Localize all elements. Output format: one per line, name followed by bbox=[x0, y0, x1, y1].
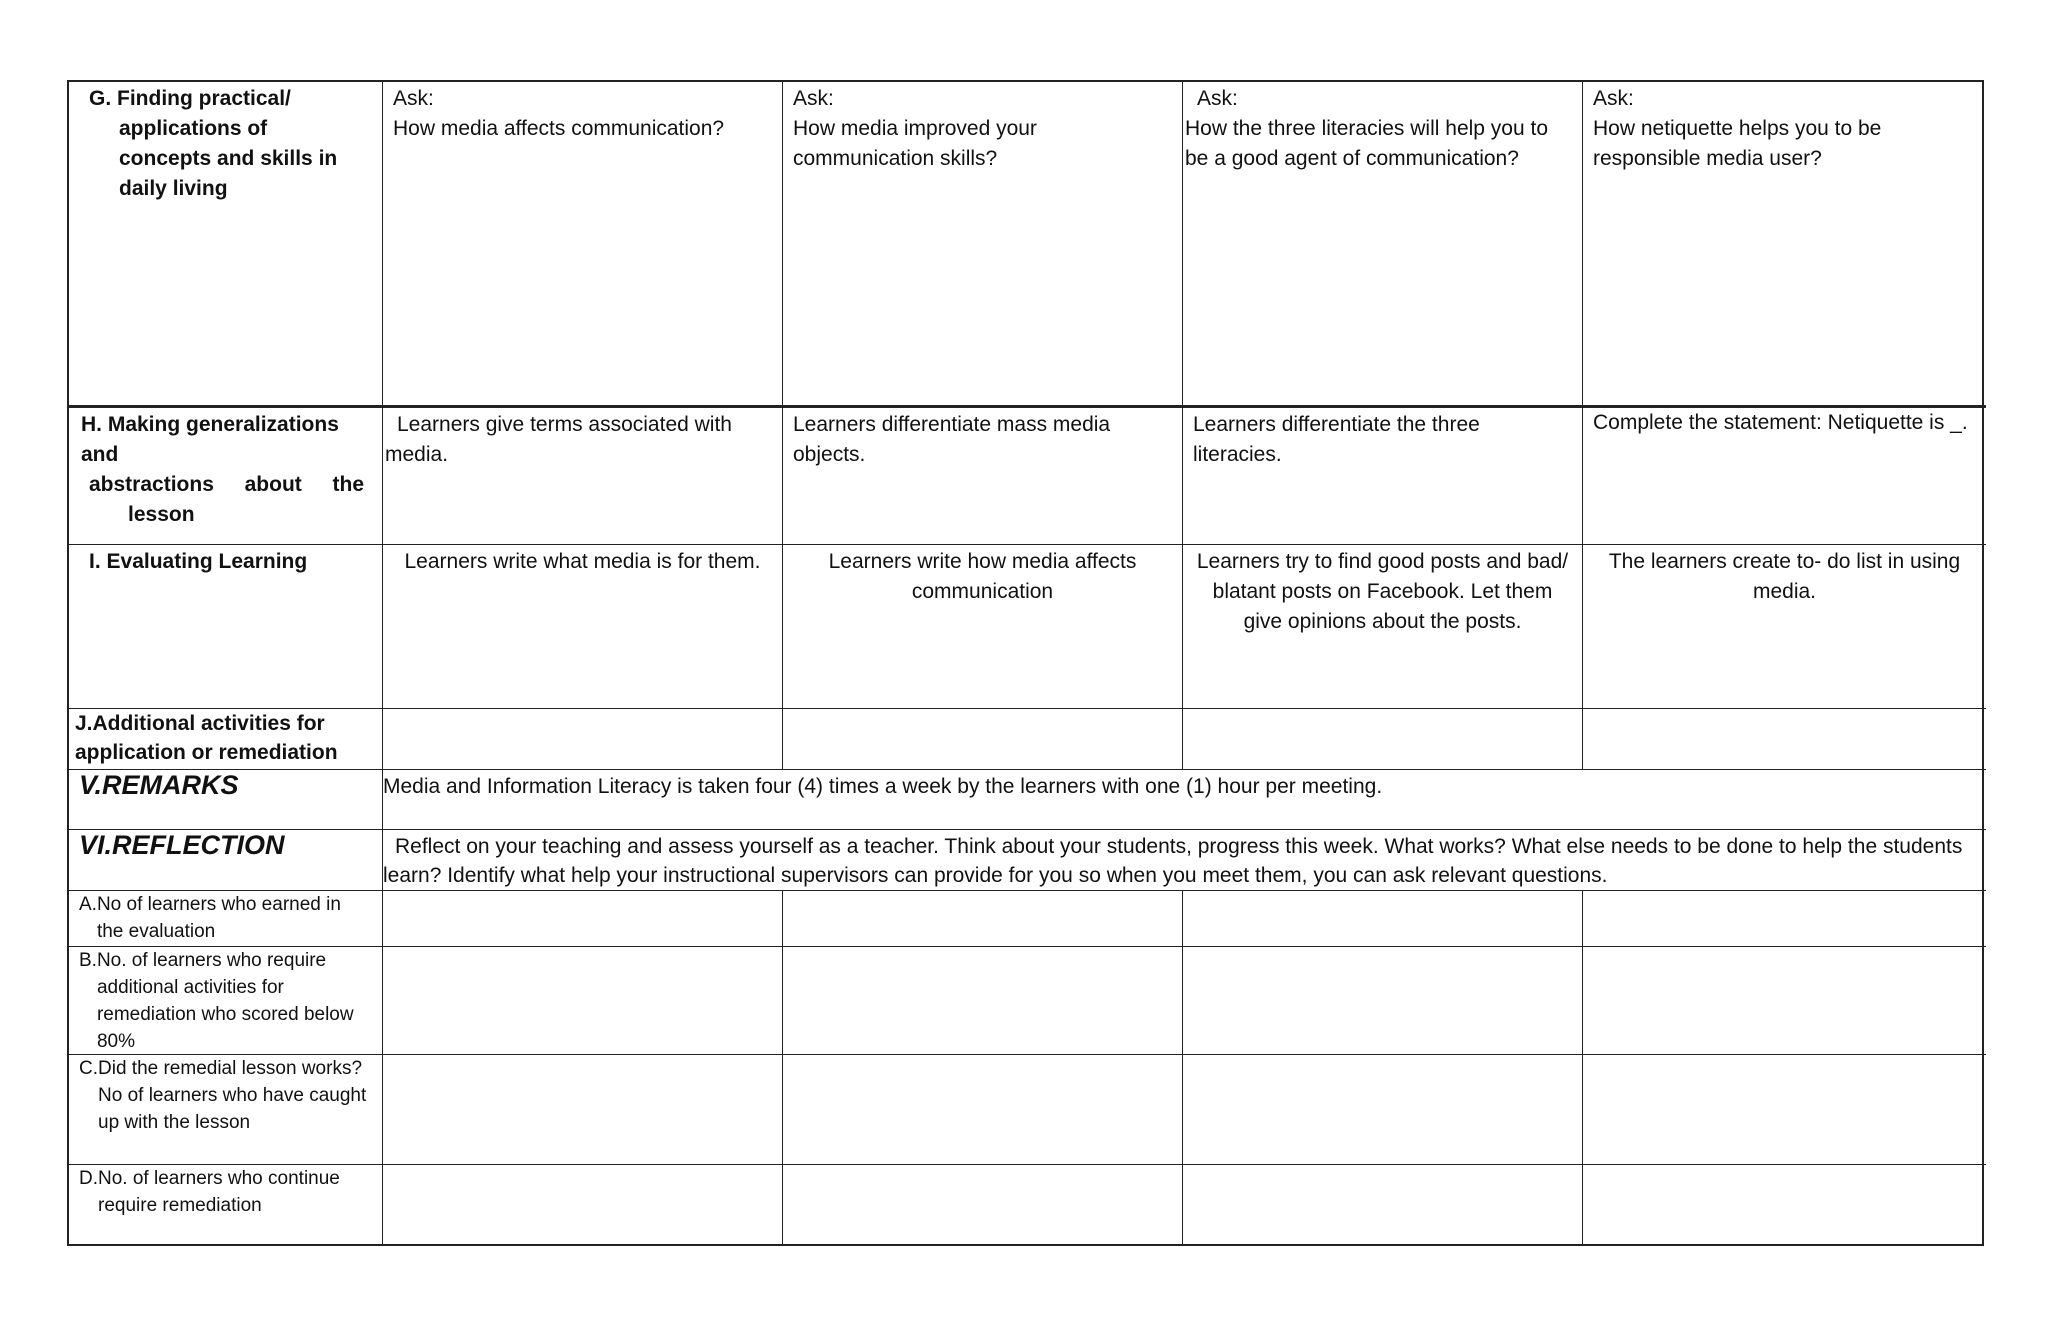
list-item bbox=[69, 1165, 372, 1219]
remarks-label: V.REMARKS bbox=[69, 770, 383, 830]
ask-question: How the three literacies will help you to be a good agent of communication? bbox=[1185, 117, 1549, 170]
item-text: No. of learners who require additional activities for remediation who scored below 80% bbox=[96, 950, 354, 1052]
label-word: the bbox=[332, 473, 364, 496]
reflection-label: VI.REFLECTION bbox=[69, 830, 383, 891]
cell-a-day3 bbox=[1183, 891, 1583, 947]
cell-i-day4 bbox=[1583, 545, 1986, 709]
cell-g-day3 bbox=[1183, 82, 1583, 408]
cell-i-day1 bbox=[383, 545, 783, 709]
label-line: applications of bbox=[119, 117, 268, 140]
label-line: I. Evaluating Learning bbox=[89, 550, 308, 573]
ask-label: Ask: bbox=[1197, 87, 1238, 110]
cell-text: Learners try to find good posts and bad/ blatant posts on Facebook. Let them give opinions about the posts. bbox=[1196, 550, 1569, 633]
cell-j-day3 bbox=[1183, 709, 1583, 770]
label-word: abstractions bbox=[89, 473, 214, 496]
label-word: about bbox=[244, 473, 302, 496]
cell-d-day3 bbox=[1183, 1165, 1583, 1246]
cell-h-day3 bbox=[1183, 408, 1583, 545]
label-line: daily living bbox=[119, 177, 228, 200]
cell-text: Complete the statement: Netiquette is _. bbox=[1593, 411, 1968, 434]
cell-text: Learners differentiate the three literacies. bbox=[1193, 413, 1480, 466]
cell-a-day4 bbox=[1583, 891, 1986, 947]
cell-g-day1 bbox=[383, 82, 783, 408]
row-label-j bbox=[69, 709, 383, 770]
ask-question: How netiquette helps you to be responsible media user? bbox=[1593, 117, 1882, 170]
ask-label: Ask: bbox=[393, 87, 434, 110]
list-item bbox=[69, 1055, 372, 1136]
cell-c-day4 bbox=[1583, 1055, 1986, 1165]
label-line bbox=[81, 470, 364, 500]
list-item bbox=[69, 947, 372, 1055]
cell-i-day2 bbox=[783, 545, 1183, 709]
cell-g-day4 bbox=[1583, 82, 1986, 408]
label-line: and bbox=[81, 443, 119, 466]
list-item bbox=[69, 891, 372, 945]
remarks-text: Media and Information Literacy is taken four (4) times a week by the learners with one (1) hour per meeting. bbox=[383, 770, 1986, 830]
ask-question: How media improved your communication skills? bbox=[793, 117, 1037, 170]
row-label-d bbox=[69, 1165, 383, 1246]
row-label-i bbox=[69, 545, 383, 709]
reflection-text: Reflect on your teaching and assess yourself as a teacher. Think about your students, progress this week. What works? What else needs to be done to help the students learn? Identify what help your instructional supervisors can provide for you so when you meet them, you can ask relevant questions. bbox=[383, 830, 1986, 891]
ask-question: How media affects communication? bbox=[393, 117, 725, 140]
item-text: No of learners who earned in the evaluation bbox=[96, 894, 341, 942]
cell-j-day2 bbox=[783, 709, 1183, 770]
cell-text: Learners write what media is for them. bbox=[404, 550, 761, 573]
cell-j-day1 bbox=[383, 709, 783, 770]
item-text: Did the remedial lesson works? No of learners who have caught up with the lesson bbox=[98, 1058, 367, 1133]
item-letter: D. bbox=[79, 1168, 98, 1189]
cell-b-day3 bbox=[1183, 947, 1583, 1055]
cell-d-day2 bbox=[783, 1165, 1183, 1246]
cell-j-day4 bbox=[1583, 709, 1986, 770]
cell-b-day1 bbox=[383, 947, 783, 1055]
cell-text: Learners write how media affects communication bbox=[828, 550, 1137, 603]
label-line: H. Making generalizations bbox=[81, 413, 339, 436]
label-line: G. Finding practical/ bbox=[89, 87, 291, 110]
ask-label: Ask: bbox=[1593, 87, 1634, 110]
cell-c-day2 bbox=[783, 1055, 1183, 1165]
cell-b-day4 bbox=[1583, 947, 1986, 1055]
cell-c-day3 bbox=[1183, 1055, 1583, 1165]
cell-a-day2 bbox=[783, 891, 1183, 947]
lesson-plan-table bbox=[67, 80, 1984, 1246]
cell-h-day4 bbox=[1583, 408, 1986, 545]
item-letter: C. bbox=[79, 1058, 98, 1079]
row-label-h bbox=[69, 408, 383, 545]
item-text: No. of learners who continue require remediation bbox=[98, 1168, 340, 1216]
cell-text: Learners differentiate mass media objects. bbox=[793, 413, 1111, 466]
cell-h-day1 bbox=[383, 408, 783, 545]
cell-c-day1 bbox=[383, 1055, 783, 1165]
row-label-g bbox=[69, 82, 383, 408]
item-letter: B. bbox=[79, 950, 97, 971]
label-line: lesson bbox=[128, 503, 195, 526]
cell-b-day2 bbox=[783, 947, 1183, 1055]
label-line: J.Additional activities for application or remediation bbox=[75, 712, 338, 764]
cell-h-day2 bbox=[783, 408, 1183, 545]
cell-i-day3 bbox=[1183, 545, 1583, 709]
cell-d-day4 bbox=[1583, 1165, 1986, 1246]
cell-d-day1 bbox=[383, 1165, 783, 1246]
label-line: concepts and skills in bbox=[119, 147, 338, 170]
row-label-c bbox=[69, 1055, 383, 1165]
cell-text: The learners create to- do list in using media. bbox=[1608, 550, 1961, 603]
item-letter: A. bbox=[79, 894, 97, 915]
cell-text: Learners give terms associated with media. bbox=[385, 413, 732, 466]
row-label-b bbox=[69, 947, 383, 1055]
ask-label: Ask: bbox=[793, 87, 834, 110]
cell-g-day2 bbox=[783, 82, 1183, 408]
cell-a-day1 bbox=[383, 891, 783, 947]
row-label-a bbox=[69, 891, 383, 947]
